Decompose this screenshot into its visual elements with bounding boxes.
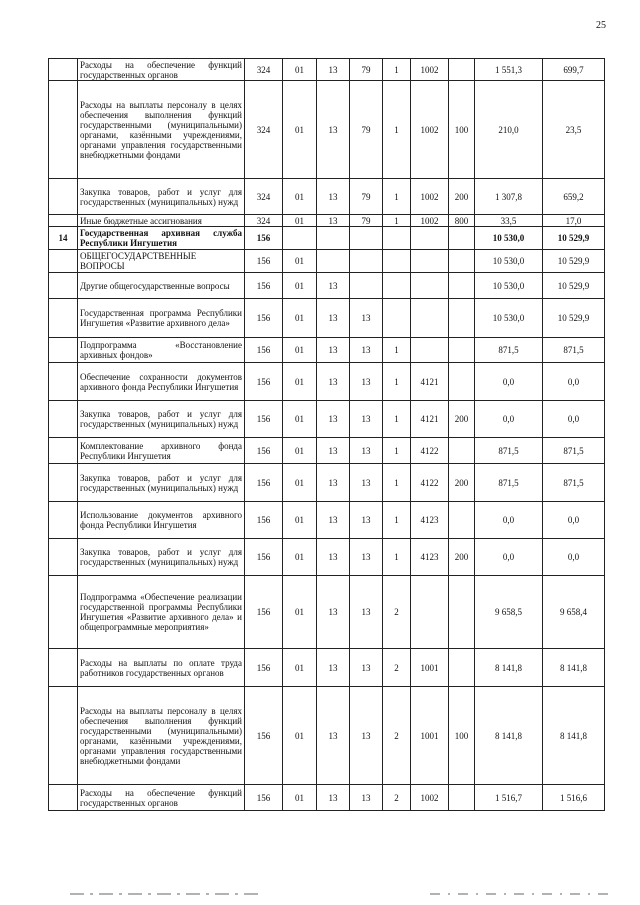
subprogram-code-cell <box>383 273 411 299</box>
item-name-cell: Расходы на выплаты персоналу в целях обеспечения выполнения функций государственными (муниципальными) органами, казёнными учреждениями, органами управления государственными внебюджетными фондами <box>78 687 245 785</box>
table-row <box>49 338 605 363</box>
amount-executed-cell: 871,5 <box>543 338 605 363</box>
expense-type-cell <box>449 59 475 81</box>
direction-code-cell: 4123 <box>411 502 449 539</box>
item-name-cell: Закупка товаров, работ и услуг для государственных (муниципальных) нужд <box>78 179 245 215</box>
expense-type-cell <box>449 227 475 250</box>
department-code-cell: 156 <box>245 299 283 338</box>
section-code-cell: 01 <box>283 401 317 438</box>
row-number-cell <box>49 363 78 401</box>
amount-planned-cell: 33,5 <box>475 215 543 227</box>
item-name-cell: Государственная архивная служба Республики Ингушетия <box>78 227 245 250</box>
amount-executed-cell: 10 529,9 <box>543 273 605 299</box>
section-code-cell: 01 <box>283 81 317 179</box>
subprogram-code-cell: 2 <box>383 687 411 785</box>
amount-planned-cell: 871,5 <box>475 464 543 502</box>
item-name-cell: Комплектование архивного фонда Республики Ингушетия <box>78 438 245 464</box>
subprogram-code-cell: 1 <box>383 81 411 179</box>
section-code-cell: 01 <box>283 649 317 687</box>
row-number-cell <box>49 401 78 438</box>
table-row <box>49 227 605 250</box>
section-code-cell: 01 <box>283 464 317 502</box>
subsection-code-cell: 13 <box>317 687 350 785</box>
expense-type-cell <box>449 438 475 464</box>
item-name-cell: Другие общегосударственные вопросы <box>78 273 245 299</box>
program-code-cell: 13 <box>350 438 383 464</box>
subsection-code-cell: 13 <box>317 539 350 576</box>
amount-planned-cell: 1 551,3 <box>475 59 543 81</box>
amount-planned-cell: 0,0 <box>475 502 543 539</box>
table-row <box>49 250 605 273</box>
department-code-cell: 156 <box>245 576 283 649</box>
table-row <box>49 539 605 576</box>
subprogram-code-cell <box>383 227 411 250</box>
subsection-code-cell: 13 <box>317 273 350 299</box>
amount-planned-cell: 8 141,8 <box>475 687 543 785</box>
subprogram-code-cell <box>383 299 411 338</box>
amount-planned-cell: 10 530,0 <box>475 227 543 250</box>
amount-planned-cell: 0,0 <box>475 401 543 438</box>
subprogram-code-cell: 1 <box>383 179 411 215</box>
row-number-cell <box>49 464 78 502</box>
expense-type-cell <box>449 785 475 811</box>
subprogram-code-cell: 1 <box>383 438 411 464</box>
department-code-cell: 156 <box>245 338 283 363</box>
table-row <box>49 438 605 464</box>
page-bottom-edge-marks <box>0 893 640 895</box>
section-code-cell: 01 <box>283 299 317 338</box>
table-row <box>49 215 605 227</box>
subprogram-code-cell: 1 <box>383 464 411 502</box>
subprogram-code-cell: 1 <box>383 363 411 401</box>
amount-planned-cell: 1 516,7 <box>475 785 543 811</box>
section-code-cell: 01 <box>283 338 317 363</box>
subsection-code-cell: 13 <box>317 299 350 338</box>
subsection-code-cell <box>317 227 350 250</box>
subprogram-code-cell: 1 <box>383 539 411 576</box>
amount-planned-cell: 9 658,5 <box>475 576 543 649</box>
row-number-cell <box>49 576 78 649</box>
subsection-code-cell: 13 <box>317 649 350 687</box>
section-code-cell: 01 <box>283 785 317 811</box>
row-number-cell <box>49 338 78 363</box>
amount-executed-cell: 1 516,6 <box>543 785 605 811</box>
subprogram-code-cell: 2 <box>383 785 411 811</box>
subsection-code-cell <box>317 250 350 273</box>
amount-executed-cell: 659,2 <box>543 179 605 215</box>
amount-planned-cell: 0,0 <box>475 539 543 576</box>
subsection-code-cell: 13 <box>317 363 350 401</box>
department-code-cell: 324 <box>245 179 283 215</box>
amount-executed-cell: 10 529,9 <box>543 299 605 338</box>
department-code-cell: 324 <box>245 59 283 81</box>
expense-type-cell <box>449 338 475 363</box>
amount-executed-cell: 10 529,9 <box>543 227 605 250</box>
program-code-cell: 79 <box>350 81 383 179</box>
subprogram-code-cell: 1 <box>383 502 411 539</box>
section-code-cell: 01 <box>283 59 317 81</box>
expense-type-cell: 800 <box>449 215 475 227</box>
program-code-cell: 79 <box>350 179 383 215</box>
subsection-code-cell: 13 <box>317 401 350 438</box>
item-name-cell: ОБЩЕГОСУДАРСТВЕННЫЕ ВОПРОСЫ <box>78 250 245 273</box>
table-row <box>49 59 605 81</box>
item-name-cell: Расходы на выплаты по оплате труда работников государственных органов <box>78 649 245 687</box>
subsection-code-cell: 13 <box>317 338 350 363</box>
subsection-code-cell: 13 <box>317 179 350 215</box>
amount-planned-cell: 10 530,0 <box>475 273 543 299</box>
amount-planned-cell: 871,5 <box>475 438 543 464</box>
item-name-cell: Расходы на обеспечение функций государственных органов <box>78 59 245 81</box>
department-code-cell: 156 <box>245 649 283 687</box>
row-number-cell <box>49 250 78 273</box>
table-row <box>49 464 605 502</box>
department-code-cell: 156 <box>245 539 283 576</box>
department-code-cell: 324 <box>245 81 283 179</box>
expense-type-cell <box>449 649 475 687</box>
amount-executed-cell: 0,0 <box>543 401 605 438</box>
program-code-cell: 13 <box>350 576 383 649</box>
subsection-code-cell: 13 <box>317 59 350 81</box>
amount-planned-cell: 1 307,8 <box>475 179 543 215</box>
subsection-code-cell: 13 <box>317 438 350 464</box>
direction-code-cell: 1002 <box>411 59 449 81</box>
subsection-code-cell: 13 <box>317 502 350 539</box>
direction-code-cell <box>411 273 449 299</box>
row-number-cell <box>49 179 78 215</box>
subprogram-code-cell: 1 <box>383 401 411 438</box>
expense-type-cell <box>449 250 475 273</box>
row-number-cell <box>49 299 78 338</box>
section-code-cell: 01 <box>283 502 317 539</box>
row-number-cell <box>49 539 78 576</box>
table-row <box>49 273 605 299</box>
expense-type-cell <box>449 363 475 401</box>
program-code-cell: 13 <box>350 502 383 539</box>
amount-planned-cell: 8 141,8 <box>475 649 543 687</box>
department-code-cell: 156 <box>245 502 283 539</box>
section-code-cell: 01 <box>283 363 317 401</box>
amount-planned-cell: 10 530,0 <box>475 250 543 273</box>
row-number-cell <box>49 215 78 227</box>
program-code-cell: 13 <box>350 363 383 401</box>
amount-executed-cell: 871,5 <box>543 438 605 464</box>
direction-code-cell <box>411 250 449 273</box>
department-code-cell: 156 <box>245 250 283 273</box>
row-number-cell <box>49 81 78 179</box>
section-code-cell: 01 <box>283 273 317 299</box>
section-code-cell: 01 <box>283 539 317 576</box>
direction-code-cell: 4122 <box>411 438 449 464</box>
amount-executed-cell: 8 141,8 <box>543 649 605 687</box>
amount-executed-cell: 23,5 <box>543 81 605 179</box>
department-code-cell: 156 <box>245 464 283 502</box>
direction-code-cell: 4121 <box>411 363 449 401</box>
budget-table <box>48 58 605 811</box>
expense-type-cell <box>449 299 475 338</box>
row-number-cell <box>49 649 78 687</box>
amount-planned-cell: 0,0 <box>475 363 543 401</box>
program-code-cell: 13 <box>350 338 383 363</box>
department-code-cell: 156 <box>245 273 283 299</box>
item-name-cell: Закупка товаров, работ и услуг для государственных (муниципальных) нужд <box>78 401 245 438</box>
expense-type-cell: 200 <box>449 179 475 215</box>
amount-planned-cell: 210,0 <box>475 81 543 179</box>
row-number-cell <box>49 785 78 811</box>
program-code-cell <box>350 250 383 273</box>
page-number: 25 <box>596 20 606 31</box>
direction-code-cell: 4122 <box>411 464 449 502</box>
item-name-cell: Государственная программа Республики Ингушетия «Развитие архивного дела» <box>78 299 245 338</box>
amount-executed-cell: 699,7 <box>543 59 605 81</box>
expense-type-cell: 200 <box>449 539 475 576</box>
item-name-cell: Использование документов архивного фонда Республики Ингушетия <box>78 502 245 539</box>
amount-executed-cell: 8 141,8 <box>543 687 605 785</box>
row-number-cell <box>49 502 78 539</box>
subsection-code-cell: 13 <box>317 785 350 811</box>
subprogram-code-cell: 1 <box>383 215 411 227</box>
table-row <box>49 687 605 785</box>
program-code-cell: 79 <box>350 215 383 227</box>
direction-code-cell <box>411 338 449 363</box>
amount-executed-cell: 17,0 <box>543 215 605 227</box>
table-body <box>49 59 605 811</box>
table-row <box>49 649 605 687</box>
table-row <box>49 785 605 811</box>
direction-code-cell: 1002 <box>411 179 449 215</box>
subprogram-code-cell: 2 <box>383 649 411 687</box>
direction-code-cell: 1002 <box>411 215 449 227</box>
amount-executed-cell: 0,0 <box>543 539 605 576</box>
table-row <box>49 179 605 215</box>
section-code-cell: 01 <box>283 215 317 227</box>
subprogram-code-cell: 2 <box>383 576 411 649</box>
expense-type-cell: 200 <box>449 464 475 502</box>
direction-code-cell <box>411 576 449 649</box>
program-code-cell: 13 <box>350 785 383 811</box>
item-name-cell: Подпрограмма «Обеспечение реализации государственной программы Республики Ингушетия «Развитие архивного дела» и общепрограммные мероприятия» <box>78 576 245 649</box>
row-number-cell: 14 <box>49 227 78 250</box>
subprogram-code-cell: 1 <box>383 338 411 363</box>
direction-code-cell: 1001 <box>411 687 449 785</box>
row-number-cell <box>49 59 78 81</box>
program-code-cell: 13 <box>350 299 383 338</box>
item-name-cell: Расходы на обеспечение функций государственных органов <box>78 785 245 811</box>
department-code-cell: 156 <box>245 363 283 401</box>
amount-executed-cell: 10 529,9 <box>543 250 605 273</box>
amount-planned-cell: 871,5 <box>475 338 543 363</box>
program-code-cell: 79 <box>350 59 383 81</box>
table-row <box>49 401 605 438</box>
section-code-cell <box>283 227 317 250</box>
item-name-cell: Иные бюджетные ассигнования <box>78 215 245 227</box>
item-name-cell: Закупка товаров, работ и услуг для государственных (муниципальных) нужд <box>78 539 245 576</box>
row-number-cell <box>49 273 78 299</box>
item-name-cell: Обеспечение сохранности документов архивного фонда Республики Ингушетия <box>78 363 245 401</box>
item-name-cell: Расходы на выплаты персоналу в целях обеспечения выполнения функций государственными (муниципальными) органами, казёнными учреждениями, органами управления государственными внебюджетными фондами <box>78 81 245 179</box>
department-code-cell: 156 <box>245 785 283 811</box>
expense-type-cell: 100 <box>449 687 475 785</box>
department-code-cell: 156 <box>245 401 283 438</box>
amount-executed-cell: 871,5 <box>543 464 605 502</box>
department-code-cell: 156 <box>245 227 283 250</box>
expense-type-cell <box>449 273 475 299</box>
section-code-cell: 01 <box>283 438 317 464</box>
program-code-cell <box>350 227 383 250</box>
direction-code-cell <box>411 299 449 338</box>
table-row <box>49 576 605 649</box>
direction-code-cell: 1001 <box>411 649 449 687</box>
program-code-cell: 13 <box>350 401 383 438</box>
program-code-cell: 13 <box>350 687 383 785</box>
expense-type-cell <box>449 576 475 649</box>
table-row <box>49 502 605 539</box>
expense-type-cell <box>449 502 475 539</box>
amount-executed-cell: 0,0 <box>543 502 605 539</box>
table-row <box>49 363 605 401</box>
subsection-code-cell: 13 <box>317 576 350 649</box>
program-code-cell: 13 <box>350 464 383 502</box>
direction-code-cell: 1002 <box>411 81 449 179</box>
direction-code-cell <box>411 227 449 250</box>
subsection-code-cell: 13 <box>317 464 350 502</box>
row-number-cell <box>49 687 78 785</box>
department-code-cell: 324 <box>245 215 283 227</box>
item-name-cell: Закупка товаров, работ и услуг для государственных (муниципальных) нужд <box>78 464 245 502</box>
expense-type-cell: 200 <box>449 401 475 438</box>
amount-executed-cell: 0,0 <box>543 363 605 401</box>
section-code-cell: 01 <box>283 687 317 785</box>
row-number-cell <box>49 438 78 464</box>
subsection-code-cell: 13 <box>317 81 350 179</box>
direction-code-cell: 4121 <box>411 401 449 438</box>
direction-code-cell: 4123 <box>411 539 449 576</box>
program-code-cell <box>350 273 383 299</box>
section-code-cell: 01 <box>283 250 317 273</box>
subsection-code-cell: 13 <box>317 215 350 227</box>
item-name-cell: Подпрограмма «Восстановление архивных фондов» <box>78 338 245 363</box>
direction-code-cell: 1002 <box>411 785 449 811</box>
amount-executed-cell: 9 658,4 <box>543 576 605 649</box>
department-code-cell: 156 <box>245 438 283 464</box>
table-row <box>49 81 605 179</box>
section-code-cell: 01 <box>283 576 317 649</box>
expense-type-cell: 100 <box>449 81 475 179</box>
subprogram-code-cell <box>383 250 411 273</box>
section-code-cell: 01 <box>283 179 317 215</box>
department-code-cell: 156 <box>245 687 283 785</box>
subprogram-code-cell: 1 <box>383 59 411 81</box>
table-row <box>49 299 605 338</box>
amount-planned-cell: 10 530,0 <box>475 299 543 338</box>
program-code-cell: 13 <box>350 649 383 687</box>
program-code-cell: 13 <box>350 539 383 576</box>
